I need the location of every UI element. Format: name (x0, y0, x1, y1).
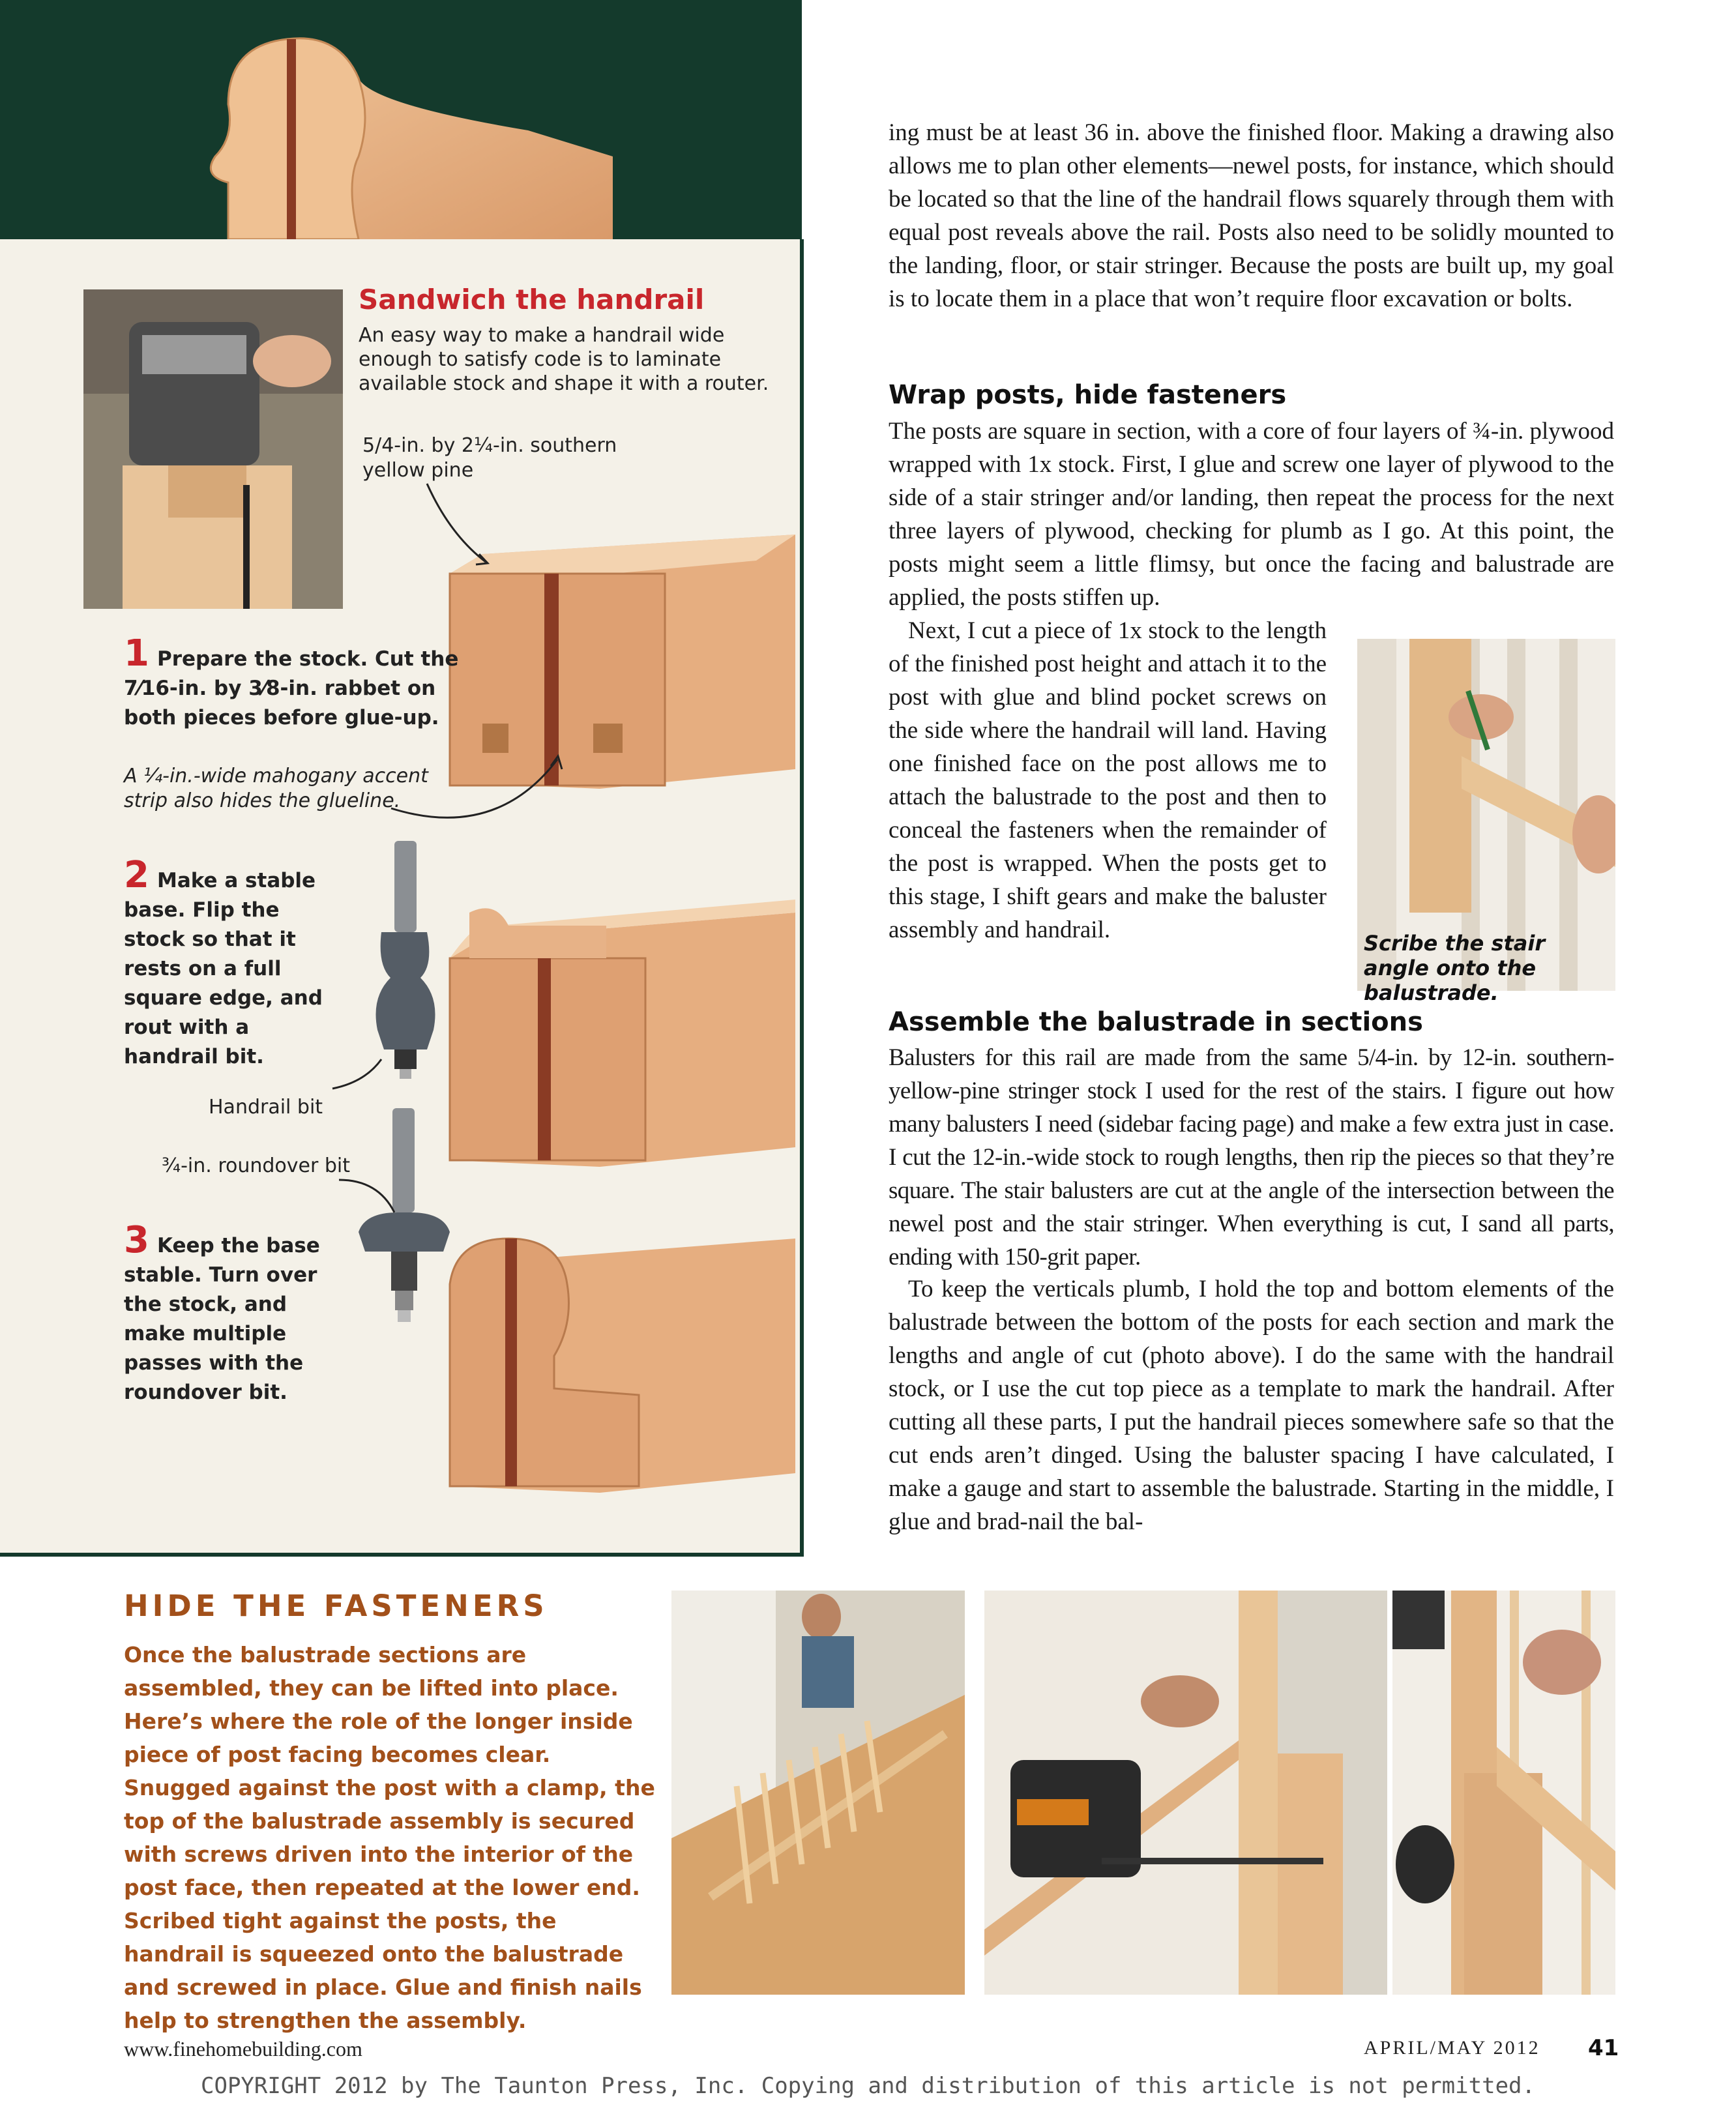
article-next-paragraph: Next, I cut a piece of 1x stock to the length of the finished post height and attach it to the post with glue and blind pocket screws on the side where the handrail will land. Having one finished face on the post allows me to attach the balustrade to the post and then to conceal the fasteners when the remainder of the post is wrapped. When the posts get to this stage, I shift gears and make the baluster assembly and handrail. (889, 617, 1327, 943)
page-number: 41 (1588, 2035, 1619, 2061)
heading-wrap-posts: Wrap posts, hide fasteners (889, 380, 1287, 410)
post-screw-photo (984, 1591, 1387, 1995)
step-3-text: Keep the base stable. Turn over the stock, and make multiple passes with the roundover bit. (124, 1234, 320, 1404)
router-photo (83, 289, 343, 609)
handrail-profile-photo (189, 26, 613, 239)
callout-stock: 5/4-in. by 2¼-in. southern yellow pine (362, 434, 617, 482)
step-1-text: Prepare the stock. Cut the 7⁄16-in. by 3⁄8-in. rabbet on both pieces before glue-up. (124, 647, 459, 729)
label-handrail-bit: Handrail bit (209, 1096, 323, 1119)
footer-date: APRIL/MAY 2012 (1364, 2037, 1540, 2059)
hide-fasteners-text: Once the balustrade sections are assembled, they can be lifted into place. Here’s where the role of the longer inside piece of post facing becomes clear. Snugged against the post with a clamp, the top of the balustrade assembly is secured with screws driven into the interior of the post face, then repeated at the lower end. Scribed tight against the posts, the handrail is squeezed onto the balustrade and screwed in place. Glue and finish nails help to strengthen the assembly. (124, 1642, 655, 2033)
copyright-notice: COPYRIGHT 2012 by The Taunton Press, Inc. Copying and distribution of this article is not permitted. (201, 2073, 1535, 2099)
step-2-number: 2 (124, 854, 149, 896)
step-3 (124, 1219, 332, 1407)
article-balusters-paragraph: Balusters for this rail are made from the same 5/4-in. by 12-in. southern-yellow-pine stringer stock I used for the rest of the stairs. I figure out how many balusters I need (sidebar facing page) and make a few extra just in case. I cut the 12-in.-wide stock to rough lengths, then rip the pieces so that they’re square. The stair balusters are cut at the angle of the intersection between the newel post and the stair stringer. When everything is cut, I sand all parts, ending with 150-grit paper. (889, 1044, 1614, 1270)
label-roundover-bit: ¾-in. roundover bit (162, 1154, 350, 1177)
balustrade-lift-photo (671, 1591, 965, 1995)
scribe-caption: Scribe the stair angle onto the balustrade. (1364, 931, 1546, 1005)
step-1-number: 1 (124, 632, 149, 675)
footer-url[interactable]: www.finehomebuilding.com (124, 2037, 362, 2061)
accent-strip-note: A ¼-in.-wide mahogany accent strip also hides the glueline. (124, 765, 428, 812)
roundover-bit-icon (346, 1108, 463, 1330)
article-wrap-paragraph: The posts are square in section, with a core of four layers of ¾-in. plywood wrapped with 1x stock. First, I glue and screw one layer of plywood to the side of a stair stringer and/or landing, then repeat the process for the next three layers of plywood, checking for plumb as I go. At this point, the posts might seem a little flimsy, but once the facing and balustrade are applied, the posts stiffen up. (889, 418, 1614, 611)
handrail-stages-illustration (443, 508, 795, 1499)
sidebar-intro: An easy way to make a handrail wide enough to satisfy code is to laminate available stock and shape it with a router. (359, 324, 769, 395)
sidebar-title: Sandwich the handrail (359, 284, 705, 315)
hide-fasteners-title: HIDE THE FASTENERS (124, 1589, 548, 1623)
heading-assemble-balustrade: Assemble the balustrade in sections (889, 1007, 1423, 1037)
article-intro-paragraph: ing must be at least 36 in. above the finished floor. Making a drawing also allows me to plan other elements—newel posts, for instance, which should be located so that the line of the handrail flows squarely through them with equal post reveals above the rail. Posts also need to be solidly mounted to the landing, floor, or stair stringer. Because the posts are built up, my goal is to locate them in a place that won’t require floor excavation or bolts. (889, 119, 1614, 312)
step-2-text: Make a stable base. Flip the stock so that it rests on a full square edge, and rout with a handrail bit. (124, 869, 323, 1068)
step-3-number: 3 (124, 1219, 149, 1261)
handrail-bit-icon (362, 841, 450, 1082)
handrail-attach-photo (1392, 1591, 1615, 1995)
step-1 (124, 632, 463, 733)
step-2 (124, 854, 346, 1072)
article-plumb-paragraph: To keep the verticals plumb, I hold the top and bottom elements of the balustrade between the bottom of the posts for each section and mark the lengths and angle of cut (photo above). I do the same with the handrail stock, or I use the cut top piece as a template to mark the handrail. After cutting all these parts, I put the handrail pieces somewhere safe so that the cut ends aren’t dinged. Using the baluster spacing I have calculated, I make a gauge and start to assemble the balustrade. Starting in the middle, I glue and brad-nail the bal- (889, 1276, 1614, 1535)
